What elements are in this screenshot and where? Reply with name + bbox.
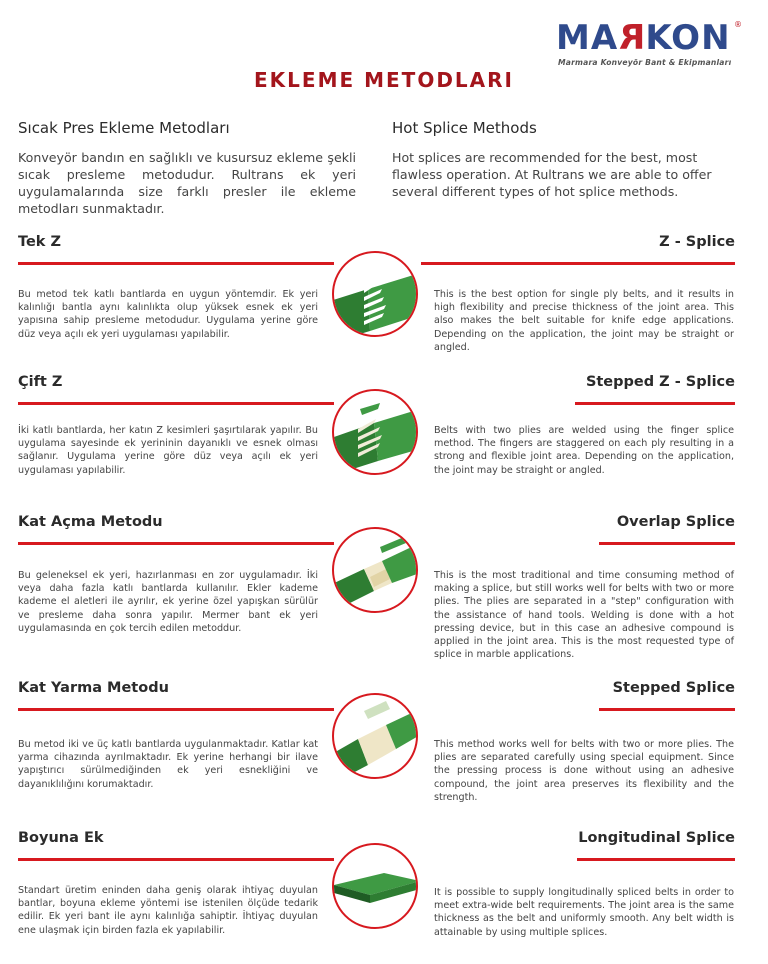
- section-text-en: It is possible to supply longitudinally spliced belts in order to meet extra-wide belt requirements. The joint area is the same thickness as the belt and uniformly smooth. Any belt width is attainable by using multiple splices.: [434, 887, 734, 938]
- section-title-tr: Kat Yarma Metodu: [18, 680, 169, 696]
- section-text-tr: Bu metod iki ve üç katlı bantlarda uygulanmaktadır. Katlar kat yarma cihazında ayrılmaktadır. Ek yerine herhangi bir ilave yapıştırıcı sürülmediğinden ek yeri esnekliğini ve dayanıklılığını korumaktadır.: [18, 739, 318, 790]
- stepped-z-splice-illustration: [332, 389, 418, 475]
- section-title-tr: Çift Z: [18, 374, 63, 390]
- section-title-en: Z - Splice: [659, 234, 735, 250]
- section-text-en: This is the best option for single ply belts, and it results in high flexibility and precise thickness of the joint area. This also makes the belt suitable for knife edge applications. Depending on the application, the joint may be straight or angled.: [434, 289, 734, 353]
- section-text-en: This is the most traditional and time consuming method of making a splice, but still works well for belts with two or more plies. The plies are separated in a "step" configuration with the assistance of hand tools. Welding is done with a hot pressing device, but in this case an adhesive compound is applied in the joint area. This is the most requested type of splice in marble applications.: [434, 570, 734, 661]
- section-title-en: Longitudinal Splice: [578, 830, 735, 846]
- page-title: EKLEME METODLARI: [254, 68, 514, 92]
- stepped-splice-illustration: [332, 693, 418, 779]
- section-text-tr: Bu geleneksel ek yeri, hazırlanması en zor uygulamadır. İki veya daha fazla katlı bantlarda kullanılır. Ekler kademe kademe el aletleri ile ayrılır, ek yerine özel yapışkan sürülür ve presleme daha sonra yapılır. Mermer bant ek yeri uygulamasında en çok tercih edilen metoddur.: [18, 570, 318, 634]
- longitudinal-splice-illustration: [332, 843, 418, 929]
- section-text-en: This method works well for belts with two or more plies. The plies are separated carefully using special equipment. Since the pressing process is done without using an adhesive compound, the joint area preserves its flexibility and the strength.: [434, 739, 734, 803]
- section-title-tr: Boyuna Ek: [18, 830, 104, 846]
- section-text-tr: Standart üretim eninden daha geniş olarak ihtiyaç duyulan bantlar, boyuna ekleme yöntemi ise istenilen ölçüde tedarik edilir. Ek yeri bant ile aynı kalınlığa sahiptir. İhtiyaç duyulan ene ulaşmak için birden fazla ek yapılabilir.: [18, 885, 318, 936]
- red-rule-right: [421, 262, 735, 265]
- z-splice-illustration: [332, 251, 418, 337]
- section-title-en: Stepped Splice: [612, 680, 735, 696]
- section-title-en: Stepped Z - Splice: [585, 374, 735, 390]
- logo-wordmark: MARKON: [556, 18, 731, 58]
- red-rule-right: [577, 858, 735, 861]
- intro-heading-tr: Sıcak Pres Ekleme Metodları: [18, 119, 230, 137]
- section-title-tr: Tek Z: [18, 234, 62, 250]
- section-title-tr: Kat Açma Metodu: [18, 514, 163, 530]
- intro-text-en: Hot splices are recommended for the best, most flawless operation. At Rultrans we are able to offer several different types of hot splice methods.: [392, 150, 712, 199]
- red-rule-right: [575, 402, 735, 405]
- red-rule-left: [18, 542, 334, 545]
- intro-heading-en: Hot Splice Methods: [392, 119, 537, 137]
- overlap-splice-illustration: [332, 527, 418, 613]
- markon-logo: [556, 18, 746, 70]
- red-rule-right: [599, 708, 735, 711]
- red-rule-left: [18, 858, 334, 861]
- section-text-en: Belts with two plies are welded using the finger splice method. The fingers are staggered on each ply resulting in a strong and flexible joint area. Depending on the application, the joint may be straight or angled.: [434, 425, 734, 476]
- intro-text-tr: Konveyör bandın en sağlıklı ve kusursuz ekleme şekli sıcak presleme metodudur. Rultrans ek yeri uygulamalarında size farklı presler ile ekleme metodları sunmaktadır.: [18, 150, 356, 216]
- registered-mark: ®: [734, 20, 742, 29]
- red-rule-right: [599, 542, 735, 545]
- red-rule-left: [18, 262, 334, 265]
- section-text-tr: Bu metod tek katlı bantlarda en uygun yöntemdir. Ek yeri kalınlığı bantla aynı kalınlıkta olup yüksek esnek ek yeri yapısına sahip presleme metodudur. Uygulama yerine göre düz veya açılı ek yeri uygulaması yapılabilir.: [18, 289, 318, 340]
- red-rule-left: [18, 402, 334, 405]
- section-title-en: Overlap Splice: [616, 514, 735, 530]
- section-text-tr: İki katlı bantlarda, her katın Z kesimleri şaşırtılarak yapılır. Bu uygulama sayesinde ek yerininin dayanıklı ve esnek olması sağlanır. Uygulama yerine göre düz veya açılı ek yeri uygulaması yapılabilir.: [18, 425, 318, 476]
- red-rule-left: [18, 708, 334, 711]
- logo-subtitle: Marmara Konveyör Bant & Ekipmanları: [558, 58, 732, 67]
